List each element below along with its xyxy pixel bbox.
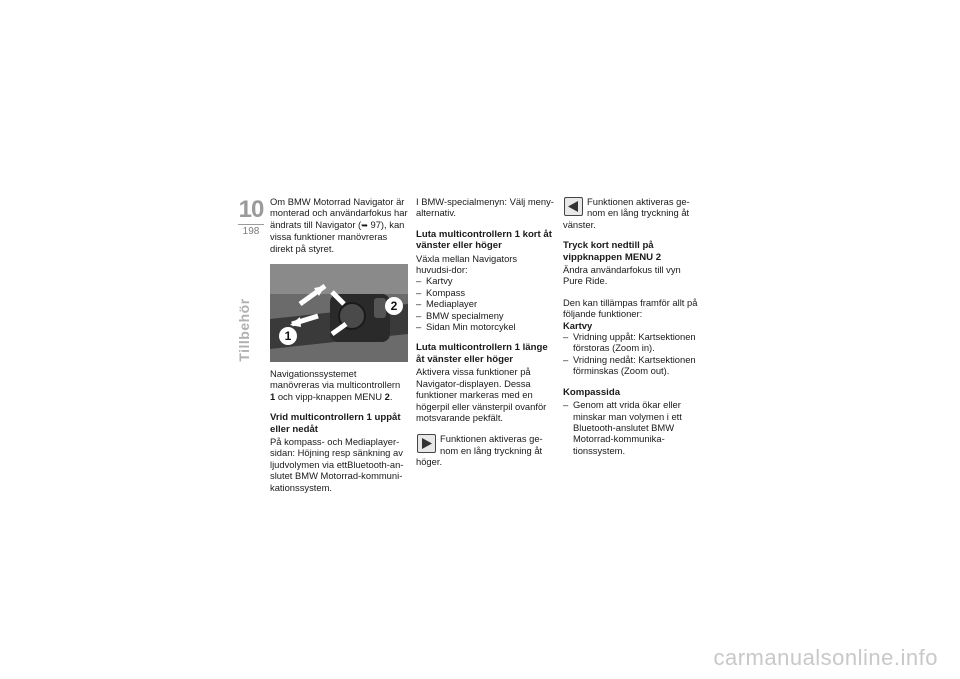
column-3 [563, 196, 701, 466]
list-item: – Kompass [416, 287, 554, 298]
column-2 [416, 196, 554, 478]
note-left: Funktionen aktiveras ge-nom en lång tryckning åt vänster. [563, 196, 690, 230]
chapter-divider [238, 224, 264, 225]
arrow-right-icon [417, 434, 436, 453]
list-item: – Sidan Min motorcykel [416, 321, 554, 332]
list-item: – Vridning uppåt: Kartsektionen förstoras (Zoom in). [563, 331, 701, 354]
reference-arrow-icon: ➥ [361, 220, 368, 230]
section-body: Ändra användarfokus till vyn Pure Ride. [563, 264, 681, 287]
watermark-text: carmanualsonline.info [713, 645, 938, 670]
compass-list [563, 399, 701, 456]
section-heading: Tryck kort nedtill på vippknappen MENU 2 [563, 240, 662, 263]
list-item: – Mediaplayer [416, 298, 554, 309]
intro-paragraph: I BMW-specialmenyn: Välj meny-alternativ. [416, 196, 554, 219]
handlebar-illustration [270, 264, 408, 362]
section-side-label: Tillbehör [236, 298, 252, 362]
section-body: Växla mellan Navigators huvudsi-dor: [416, 252, 518, 276]
main-pages-list [416, 275, 554, 332]
list-item: – BMW specialmeny [416, 310, 554, 321]
figure-label-1: 1 [284, 329, 292, 344]
subheading-map-view: Kartvy [563, 319, 593, 331]
section-body: Aktivera vissa funktioner på Navigator-displayen. Dessa funktioner markeras med en högerpil eller vänsterpil ovanför motsvarande pekfält. [416, 366, 547, 423]
subheading-compass: Kompassida [563, 386, 621, 398]
map-view-list [563, 331, 701, 377]
list-item: – Kartvy [416, 275, 554, 286]
figure-label-2: 2 [390, 299, 398, 314]
chapter-marker [238, 197, 264, 238]
section-heading: Vrid multicontrollern 1 uppåt eller nedåt [270, 412, 401, 435]
figure-caption: Navigationssystemet manövreras via multicontrollern 1 och vipp-knappen MENU 2. [270, 368, 401, 402]
section-heading: Luta multicontrollern 1 länge åt vänster eller höger [416, 342, 548, 365]
note-right: Funktionen aktiveras ge-nom en lång tryckning åt höger. [416, 433, 543, 468]
column-1 [270, 196, 408, 503]
list-item: – Vridning nedåt: Kartsektionen förminskas (Zoom out). [563, 354, 701, 377]
intro-paragraph: Om BMW Motorrad Navigator är monterad och användarfokus har ändrats till Navigator (➥ 97), kan vissa funktioner manövreras direkt på styret. [270, 196, 408, 254]
section-body: På kompass- och Mediaplayer-sidan: Höjning resp sänkning av ljudvolymen via ettBluetooth-an-slutet BMW Motorrad-kommuni-kationssystem. [270, 436, 404, 493]
list-item: – Genom att vrida ökar eller minskar man volymen i ett Bluetooth-anslutet BMW Motorrad-kommunika-tionssystem. [563, 399, 701, 456]
section-body: Den kan tillämpas framför allt på följande funktioner: [563, 296, 698, 320]
section-heading: Luta multicontrollern 1 kort åt vänster eller höger [416, 228, 552, 252]
arrow-left-icon [564, 197, 583, 216]
handlebar-controls-photo [270, 264, 408, 362]
chapter-number: 10 [238, 196, 264, 223]
page-number: 198 [242, 226, 260, 237]
